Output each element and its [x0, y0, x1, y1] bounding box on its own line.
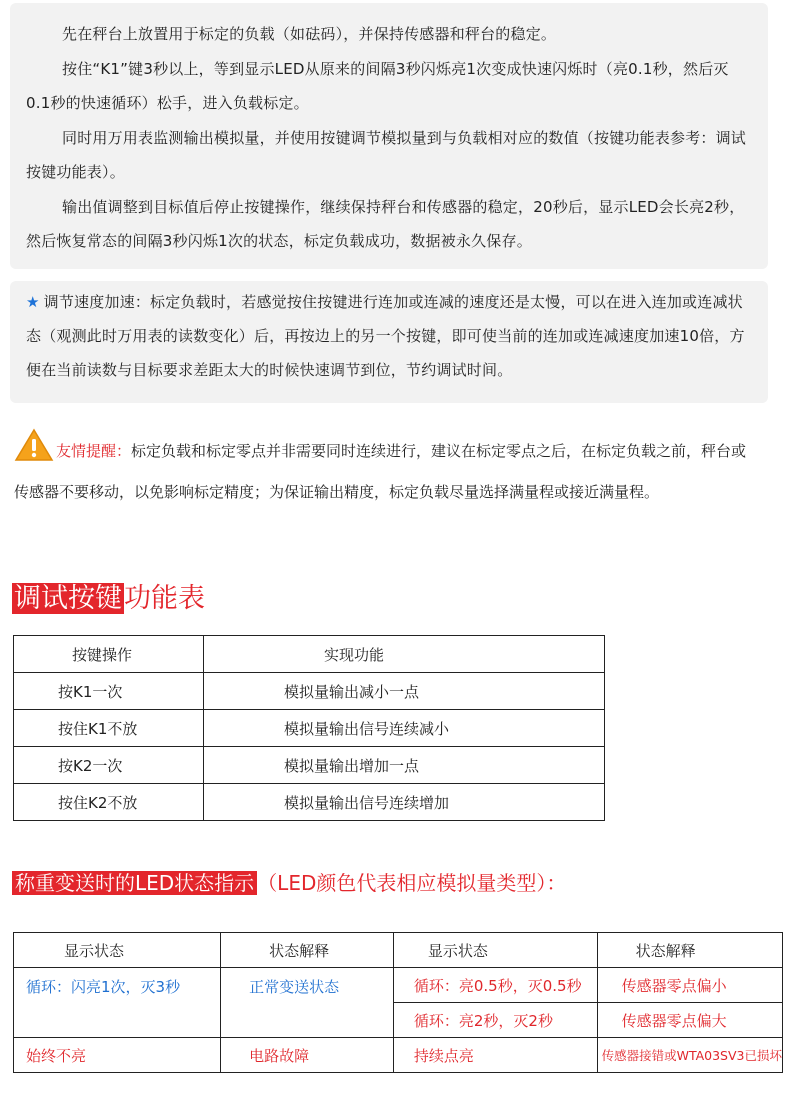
- table-cell: 模拟量输出增加一点: [204, 747, 605, 784]
- table-header-row: [14, 636, 605, 673]
- key-function-table: [13, 635, 605, 821]
- table-cell: 始终不亮: [14, 1038, 221, 1073]
- table-header-cell: 显示状态: [393, 933, 597, 968]
- table-cell: 模拟量输出减小一点: [204, 673, 605, 710]
- table-header-cell: 显示状态: [14, 933, 221, 968]
- table-cell: 传感器接错或WTA03SV3已损坏: [597, 1038, 782, 1073]
- table-cell: 传感器零点偏大: [597, 1003, 782, 1038]
- key-table-title-rest: 功能表: [124, 583, 205, 614]
- table-cell: 电路故障: [221, 1038, 394, 1073]
- table-row: [14, 784, 605, 821]
- key-table-title: [12, 580, 205, 618]
- table-cell: 循环：闪亮1次，灭3秒: [14, 968, 221, 1038]
- warning-triangle-icon: [14, 428, 54, 475]
- reminder-text: 标定负载和标定零点并非需要同时连续进行，建议在标定零点之后，在标定负载之前，秤台或传感器不要移动，以免影响标定精度；为保证输出精度，标定负载尽量选择满量程或接近满量程。: [14, 442, 747, 501]
- speed-tip-text: [26, 285, 752, 387]
- speed-tip-body: 调节速度加速：标定负载时，若感觉按住按键进行连加或连减的速度还是太慢，可以在进入连加或连减状态（观测此时万用表的读数变化）后，再按边上的另一个按键，即可使当前的连加或连减速度加速10倍，方便在当前读数与目标要求差距太大的时候快速调节到位，节约调试时间。: [26, 293, 745, 379]
- friendly-reminder: [14, 428, 760, 510]
- calibration-step-1: 先在秤台上放置用于标定的负载（如砝码），并保持传感器和秤台的稳定。: [62, 25, 557, 43]
- table-row: [14, 673, 605, 710]
- table-cell: 按住K2不放: [14, 784, 204, 821]
- led-table-title: [12, 866, 566, 900]
- table-cell: 模拟量输出信号连续增加: [204, 784, 605, 821]
- table-header-cell: 状态解释: [221, 933, 394, 968]
- key-table-title-highlight: 调试按键: [14, 583, 122, 614]
- calibration-steps-panel: [10, 3, 768, 269]
- speed-tip-panel: [10, 281, 768, 403]
- table-row: [14, 968, 783, 1003]
- calibration-step-3: 同时用万用表监测输出模拟量，并使用按键调节模拟量到与负载相对应的数值（按键功能表参考：调试按键功能表）。: [26, 128, 747, 181]
- calibration-step-4: 输出值调整到目标值后停止按键操作，继续保持秤台和传感器的稳定，20秒后，显示LED会长亮2秒，然后恢复常态的间隔3秒闪烁1次的状态，标定负载成功，数据被永久保存。: [26, 197, 745, 250]
- star-icon: ★: [26, 293, 40, 311]
- table-cell: 模拟量输出信号连续减小: [204, 710, 605, 747]
- reminder-label: 友情提醒：: [56, 442, 132, 460]
- led-table-title-rest: （LED颜色代表相应模拟量类型）：: [257, 871, 567, 895]
- table-cell: 传感器零点偏小: [597, 968, 782, 1003]
- table-header-row: [14, 933, 783, 968]
- table-row: [14, 747, 605, 784]
- table-cell: 正常变送状态: [221, 968, 394, 1038]
- led-table-title-highlight: 称重变送时的LED状态指示: [12, 871, 257, 895]
- table-row: [14, 1038, 783, 1073]
- table-header-cell: 状态解释: [597, 933, 782, 968]
- table-cell: 按住K1不放: [14, 710, 204, 747]
- calibration-step-2: 按住“K1”键3秒以上，等到显示LED从原来的间隔3秒闪烁亮1次变成快速闪烁时（亮0.1秒，然后灭0.1秒的快速循环）松手，进入负载标定。: [26, 59, 729, 112]
- table-row: [14, 710, 605, 747]
- table-cell: 循环：亮0.5秒，灭0.5秒: [393, 968, 597, 1003]
- led-status-table: [13, 932, 783, 1073]
- table-header-cell: 按键操作: [14, 636, 204, 673]
- table-header-cell: 实现功能: [204, 636, 605, 673]
- table-cell: 按K1一次: [14, 673, 204, 710]
- table-cell: 循环：亮2秒，灭2秒: [393, 1003, 597, 1038]
- table-cell: 持续点亮: [393, 1038, 597, 1073]
- table-cell: 按K2一次: [14, 747, 204, 784]
